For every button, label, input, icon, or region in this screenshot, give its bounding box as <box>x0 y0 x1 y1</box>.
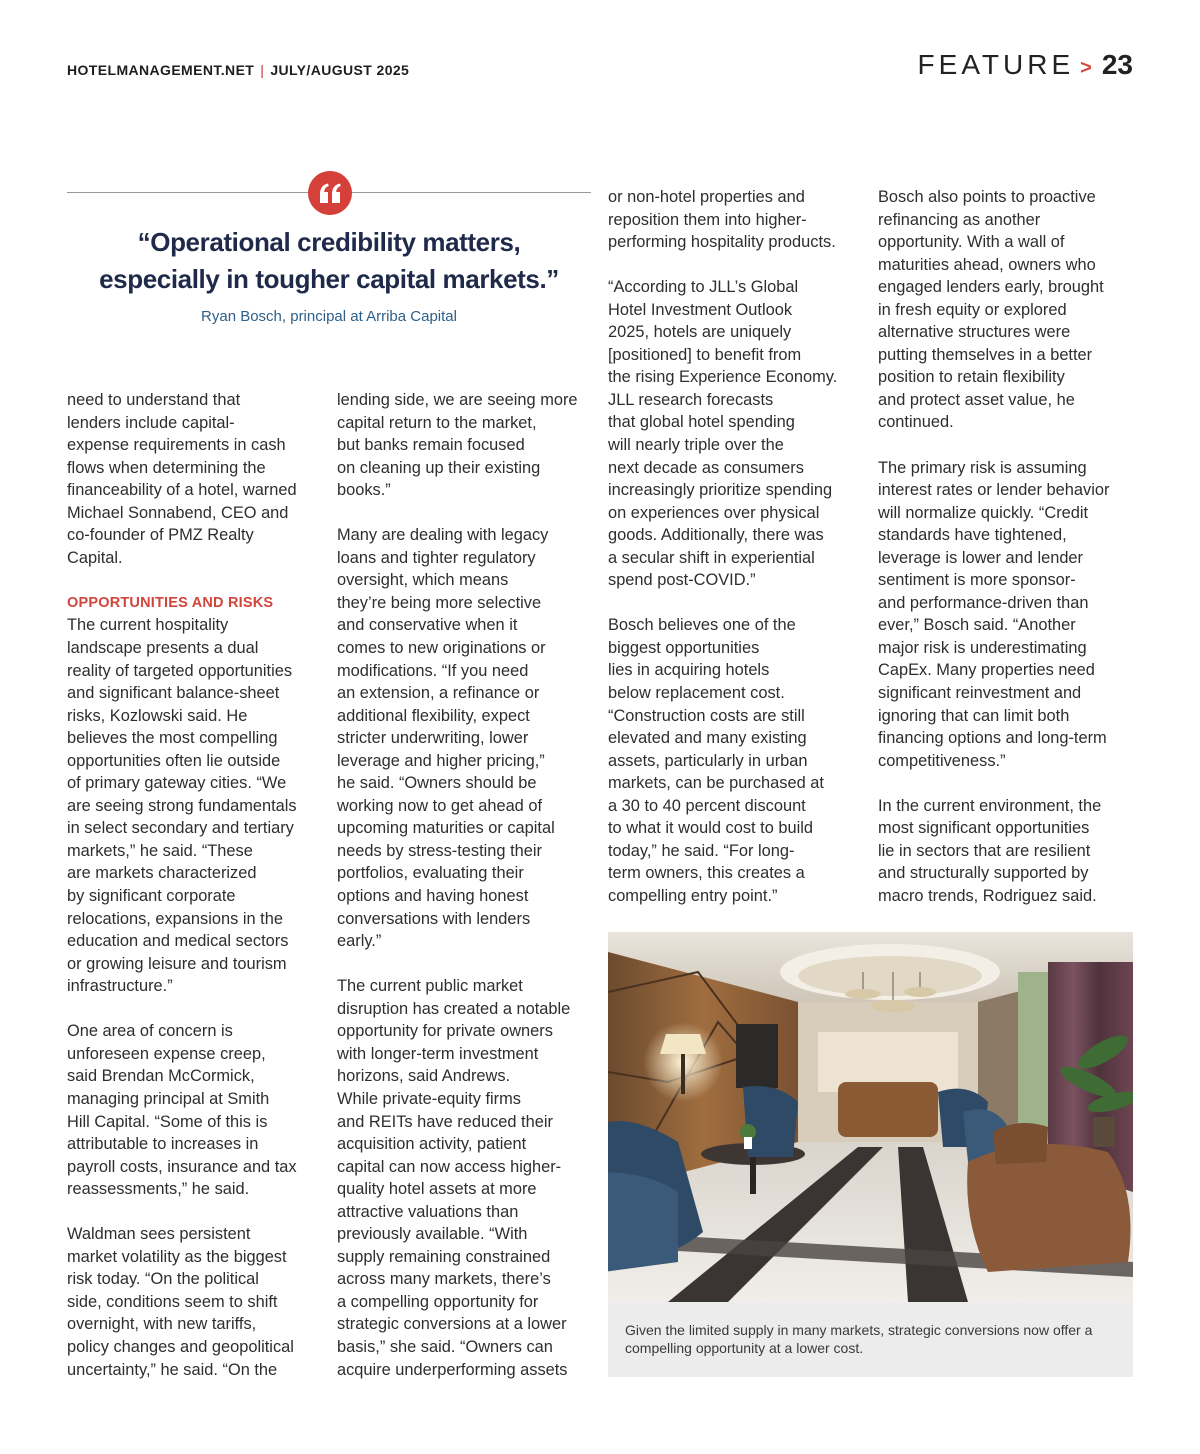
text-line: uncertainty,” he said. “On the <box>67 1360 278 1379</box>
text-line: financing options and long-term <box>878 729 1107 748</box>
text-line: they’re being more selective <box>337 593 542 612</box>
text-line: acquisition activity, patient <box>337 1135 527 1154</box>
text-line: Waldman sees persistent <box>67 1225 251 1244</box>
text-line: CapEx. Many properties need <box>878 661 1095 680</box>
text-line: said Brendan McCormick, <box>67 1067 255 1086</box>
text-line: leverage is lower and lender <box>878 548 1084 567</box>
text-line: lenders include capital- <box>67 413 235 432</box>
text-line: basis,” she said. “Owners can <box>337 1337 553 1356</box>
text-line: continued. <box>878 413 954 432</box>
text-line: Bosch believes one of the <box>608 616 796 635</box>
text-line: ignoring that can limit both <box>878 706 1070 725</box>
section-heading: OPPORTUNITIES AND RISKS <box>67 594 274 611</box>
paragraph <box>67 1223 329 1381</box>
text-line: strategic conversions at a lower <box>337 1315 567 1334</box>
text-line: goods. Additionally, there was <box>608 526 824 545</box>
text-line: an extension, a refinance or <box>337 684 540 703</box>
text-line: stricter underwriting, lower <box>337 729 529 748</box>
text-line: comes to new originations or <box>337 639 546 658</box>
text-line: In the current environment, the <box>878 796 1102 815</box>
text-line: reassessments,” he said. <box>67 1180 250 1199</box>
text-line: disruption has created a notable <box>337 999 571 1018</box>
text-line: managing principal at Smith <box>67 1089 270 1108</box>
text-line: “Construction costs are still <box>608 706 805 725</box>
text-line: Many are dealing with legacy <box>337 526 549 545</box>
text-line: elevated and many existing <box>608 729 807 748</box>
paragraph <box>878 795 1140 908</box>
text-line: ever,” Bosch said. “Another <box>878 616 1076 635</box>
text-line: assets, particularly in urban <box>608 751 808 770</box>
text-line: biggest opportunities <box>608 638 760 657</box>
text-line: upcoming maturities or capital <box>337 819 555 838</box>
text-line: interest rates or lender behavior <box>878 481 1110 500</box>
text-line: Michael Sonnabend, CEO and <box>67 503 289 522</box>
text-line: Hotel Investment Outlook <box>608 300 793 319</box>
text-line: landscape presents a dual <box>67 639 259 658</box>
text-line: across many markets, there’s <box>337 1270 551 1289</box>
quote-marks-icon <box>308 171 352 215</box>
text-line: risks, Kozlowski said. He <box>67 706 248 725</box>
text-line: and conservative when it <box>337 616 518 635</box>
running-header <box>67 62 409 78</box>
text-line: and performance-driven than <box>878 593 1089 612</box>
text-line: capital return to the market, <box>337 413 537 432</box>
text-line: The current hospitality <box>67 616 229 635</box>
paragraph <box>608 186 870 254</box>
paragraph <box>337 524 599 952</box>
text-line: but banks remain focused <box>337 436 525 455</box>
text-line: lie in sectors that are resilient <box>878 841 1091 860</box>
text-line: Bosch also points to proactive <box>878 188 1096 206</box>
paragraph <box>608 614 870 907</box>
text-line: opportunity. With a wall of <box>878 233 1065 252</box>
text-line: compelling entry point.” <box>608 886 778 905</box>
text-line: or growing leisure and tourism <box>67 954 287 973</box>
text-line: books.” <box>337 481 391 500</box>
text-line: early.” <box>337 932 382 951</box>
text-line: alternative structures were <box>878 323 1071 342</box>
text-line: below replacement cost. <box>608 684 785 703</box>
text-line: refinancing as another <box>878 210 1041 229</box>
text-line: believes the most compelling <box>67 729 278 748</box>
pull-quote-line: “Operational credibility matters, <box>137 227 521 257</box>
text-line: sentiment is more sponsor- <box>878 571 1076 590</box>
text-line: 2025, hotels are uniquely <box>608 323 792 342</box>
text-line: oversight, which means <box>337 571 509 590</box>
photo-caption-box <box>608 1302 1133 1377</box>
text-line: today,” he said. “For long- <box>608 841 795 860</box>
text-line: attributable to increases in <box>67 1135 259 1154</box>
page-number: 23 <box>1101 49 1133 80</box>
paragraph <box>67 614 329 997</box>
text-line: “According to JLL’s Global <box>608 278 799 297</box>
text-line: One area of concern is <box>67 1022 233 1041</box>
text-line: flows when determining the <box>67 458 266 477</box>
text-line: side, conditions seem to shift <box>67 1292 278 1311</box>
paragraph <box>878 186 1140 434</box>
text-line: [positioned] to benefit from <box>608 345 802 364</box>
text-line: relocations, expansions in the <box>67 909 283 928</box>
text-line: acquire underperforming assets <box>337 1360 568 1379</box>
text-line: market volatility as the biggest <box>67 1247 287 1266</box>
text-line: attractive valuations than <box>337 1202 519 1221</box>
chevron-right-icon: > <box>1080 57 1092 79</box>
article-column-3 <box>608 186 870 908</box>
article-column-2 <box>337 389 599 1381</box>
section-label: FEATURE <box>917 49 1075 80</box>
text-line: spend post-COVID.” <box>608 571 756 590</box>
text-line: JLL research forecasts <box>608 390 774 409</box>
text-line: co-founder of PMZ Realty <box>67 526 254 545</box>
text-line: infrastructure.” <box>67 977 173 996</box>
text-line: leverage and higher pricing,” <box>337 751 545 770</box>
text-line: are seeing strong fundamentals <box>67 796 297 815</box>
text-line: performing hospitality products. <box>608 233 836 252</box>
text-line: increasingly prioritize spending <box>608 481 833 500</box>
text-line: will nearly triple over the <box>608 436 784 455</box>
paragraph <box>337 389 599 502</box>
article-column-1 <box>67 389 329 1381</box>
text-line: and significant balance-sheet <box>67 684 280 703</box>
text-line: a 30 to 40 percent discount <box>608 796 806 815</box>
text-line: position to retain flexibility <box>878 368 1065 387</box>
text-line: policy changes and geopolitical <box>67 1337 294 1356</box>
text-line: and protect asset value, he <box>878 390 1075 409</box>
text-line: opportunity for private owners <box>337 1022 553 1041</box>
text-line: in fresh equity or explored <box>878 300 1067 319</box>
paragraph <box>878 457 1140 773</box>
text-line: While private-equity firms <box>337 1089 521 1108</box>
text-line: term owners, this creates a <box>608 864 805 883</box>
text-line: on experiences over physical <box>608 503 820 522</box>
text-line: putting themselves in a better <box>878 345 1093 364</box>
text-line: and structurally supported by <box>878 864 1089 883</box>
text-line: quality hotel assets at more <box>337 1180 537 1199</box>
text-line: a secular shift in experiential <box>608 548 815 567</box>
text-line: lending side, we are seeing more <box>337 391 578 409</box>
text-line: The current public market <box>337 977 523 996</box>
text-line: working now to get ahead of <box>337 796 543 815</box>
text-line: on cleaning up their existing <box>337 458 541 477</box>
text-line: significant reinvestment and <box>878 684 1082 703</box>
text-line: Hill Capital. “Some of this is <box>67 1112 268 1131</box>
text-line: in select secondary and tertiary <box>67 819 294 838</box>
text-line: need to understand that <box>67 391 241 409</box>
text-line: capital can now access higher- <box>337 1157 562 1176</box>
text-line: that global hotel spending <box>608 413 795 432</box>
text-line: modifications. “If you need <box>337 661 529 680</box>
text-line: maturities ahead, owners who <box>878 255 1096 274</box>
text-line: to what it would cost to build <box>608 819 813 838</box>
text-line: most significant opportunities <box>878 819 1090 838</box>
text-line: options and having honest <box>337 887 529 906</box>
text-line: competitiveness.” <box>878 751 1006 770</box>
paragraph <box>67 389 329 569</box>
text-line: lies in acquiring hotels <box>608 661 770 680</box>
text-line: he said. “Owners should be <box>337 774 537 793</box>
text-line: opportunities often lie outside <box>67 751 281 770</box>
text-line: needs by stress-testing their <box>337 841 542 860</box>
pull-quote-line: especially in tougher capital markets.” <box>99 264 559 294</box>
text-line: unforeseen expense creep, <box>67 1044 266 1063</box>
text-line: conversations with lenders <box>337 909 531 928</box>
section-folio <box>918 49 1133 81</box>
text-line: markets, can be purchased at <box>608 774 824 793</box>
text-line: by significant corporate <box>67 887 236 906</box>
text-line: additional flexibility, expect <box>337 706 530 725</box>
text-line: reposition them into higher- <box>608 210 807 229</box>
issue-date: JULY/AUGUST 2025 <box>270 62 410 78</box>
text-line: horizons, said Andrews. <box>337 1067 511 1086</box>
publication-name: HOTELMANAGEMENT.NET <box>67 62 255 78</box>
header-separator: | <box>260 62 265 78</box>
text-line: with longer-term investment <box>337 1044 539 1063</box>
text-line: major risk is underestimating <box>878 638 1087 657</box>
text-line: macro trends, Rodriguez said. <box>878 886 1097 905</box>
paragraph <box>608 276 870 592</box>
text-line: The primary risk is assuming <box>878 458 1087 477</box>
text-line: Capital. <box>67 548 123 567</box>
text-line: previously available. “With <box>337 1225 528 1244</box>
text-line: supply remaining constrained <box>337 1247 551 1266</box>
text-line: education and medical sectors <box>67 932 289 951</box>
article-column-4 <box>878 186 1140 908</box>
pull-quote-attribution: Ryan Bosch, principal at Arriba Capital <box>201 308 457 325</box>
text-line: of primary gateway cities. “We <box>67 774 287 793</box>
text-line: a compelling opportunity for <box>337 1292 539 1311</box>
pull-quote <box>67 224 591 298</box>
text-line: loans and tighter regulatory <box>337 548 536 567</box>
text-line: will normalize quickly. “Credit <box>878 503 1089 522</box>
text-line: or non-hotel properties and <box>608 188 805 206</box>
text-line: payroll costs, insurance and tax <box>67 1157 297 1176</box>
hotel-lounge-photo <box>608 932 1133 1302</box>
paragraph <box>67 1020 329 1200</box>
text-line: engaged lenders early, brought <box>878 278 1104 297</box>
text-line: the rising Experience Economy. <box>608 368 838 387</box>
text-line: next decade as consumers <box>608 458 804 477</box>
text-line: risk today. “On the political <box>67 1270 259 1289</box>
paragraph <box>337 975 599 1381</box>
text-line: markets,” he said. “These <box>67 841 253 860</box>
text-line: portfolios, evaluating their <box>337 864 524 883</box>
text-line: reality of targeted opportunities <box>67 661 293 680</box>
text-line: overnight, with new tariffs, <box>67 1315 257 1334</box>
text-line: are markets characterized <box>67 864 257 883</box>
text-line: financeability of a hotel, warned <box>67 481 297 500</box>
text-line: expense requirements in cash <box>67 436 286 455</box>
photo-caption: Given the limited supply in many markets, strategic conversions now offer a compelling opportunity at a lower cost. <box>625 1322 1093 1356</box>
text-line: and REITs have reduced their <box>337 1112 553 1131</box>
text-line: standards have tightened, <box>878 526 1067 545</box>
